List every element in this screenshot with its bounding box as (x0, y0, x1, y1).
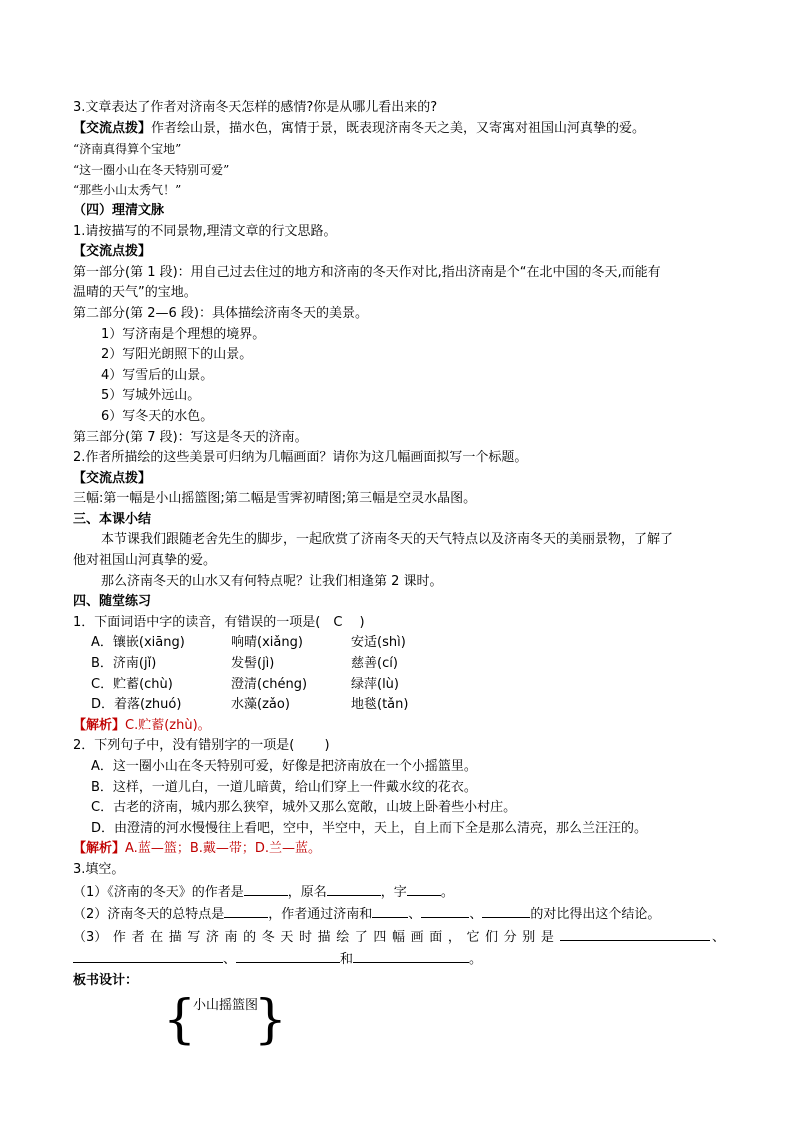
part-3: 第三部分(第 7 段)：写这是冬天的济南。 (73, 429, 308, 445)
text: 。 (440, 884, 454, 900)
fill-3-word: 者 (131, 929, 145, 945)
fill-3-word: 是 (540, 929, 554, 945)
quote-3: “那些小山太秀气！” (73, 183, 182, 198)
option: 绿萍(lù) (351, 676, 399, 692)
option: B．济南(jǐ) (91, 656, 157, 672)
tag: 【解析】 (73, 717, 126, 733)
option: 澄清(chéng) (231, 676, 308, 692)
option: C．贮蓄(chù) (91, 676, 173, 692)
s4q2-tag: 【交流点拨】 (73, 470, 152, 486)
blank-field[interactable] (560, 926, 710, 941)
fill-3-word: 济 (205, 929, 219, 945)
p2-option-b: B．这样，一道儿白，一道儿暗黄，给山们穿上一件戴水纹的花衣。 (91, 779, 477, 795)
fill-4 (73, 948, 725, 971)
fill-3-word: 作 (112, 929, 126, 945)
s4-question-2: 2.作者所描绘的这些美景可归纳为几幅画面？请你为这几幅画面拟写一个标题。 (73, 450, 528, 466)
p1-option-row (73, 633, 725, 654)
summary-line-1b: 他对祖国山河真挚的爱。 (73, 553, 217, 569)
fill-3-word: 了 (354, 929, 368, 945)
text: 、 (408, 907, 422, 923)
s4-question-1: 1.请按描写的不同景物,理清文章的行文思路。 (73, 223, 337, 239)
part-2-item: 4）写雪后的山景。 (101, 367, 214, 383)
blank-field[interactable] (236, 948, 340, 963)
practice-heading: 四、随堂练习 (73, 594, 152, 610)
summary-line-1a: 本节课我们跟随老舍先生的脚步，一起欣赏了济南冬天的天气特点以及济南冬天的美丽景物，了解了 (101, 532, 674, 548)
q3-answer (73, 119, 725, 140)
summary-line-2: 那么济南冬天的山水又有何特点呢？让我们相逢第 2 课时。 (101, 573, 443, 589)
p2-analysis (73, 839, 725, 860)
fill-3-word: 时 (298, 929, 312, 945)
analysis-text: A.蓝—篮；B.戴—带；D.兰—蓝。 (125, 841, 322, 857)
fill-3 (73, 926, 725, 949)
option: 慈善(cí) (351, 656, 398, 672)
fill-3-word: 面 (429, 929, 443, 945)
text: ，字 (380, 884, 407, 900)
blank-field[interactable] (407, 881, 441, 896)
p1-analysis (73, 716, 725, 737)
option: 安适(shì) (351, 635, 406, 651)
fill-3-word: 写 (187, 929, 201, 945)
fill-3-word: 南 (224, 929, 238, 945)
part-1-line-a: 第一部分(第 1 段)：用自己过去住过的地方和济南的冬天作对比,指出济南是个“在北中国的冬天,而能有 (73, 264, 661, 280)
text: （2）济南冬天的总特点是 (73, 907, 225, 923)
answer-text: 作者绘山景，描水色，寓情于景，既表现济南冬天之美，又寄寓对祖国山河真挚的爱。 (151, 120, 646, 136)
left-brace-icon: { (163, 990, 197, 1050)
board-design (163, 990, 287, 1050)
s4q2-answer: 三幅:第一幅是小山摇篮图;第二幅是雪霁初晴图;第三幅是空灵水晶图。 (73, 491, 477, 507)
question-3: 3.文章表达了作者对济南冬天怎样的感情?你是从哪儿看出来的? (73, 100, 438, 115)
blank-field[interactable] (327, 881, 381, 896)
p1-option-row (73, 675, 725, 696)
option: 响晴(xiǎng) (231, 635, 303, 651)
part-2: 第二部分(第 2—6 段)：具体描绘济南冬天的美景。 (73, 305, 368, 321)
quote-1: “济南真得算个宝地” (73, 142, 182, 157)
option: A．镶嵌(xiāng) (91, 635, 185, 651)
part-1-line-b: 温晴的天气”的宝地。 (73, 285, 197, 301)
blank-field[interactable] (244, 881, 288, 896)
text: ，原名 (287, 884, 327, 900)
fill-3-word: 分 (503, 929, 517, 945)
justified-text (73, 928, 554, 949)
board-item: 小山摇篮图 (193, 998, 259, 1013)
blank-field[interactable] (353, 948, 469, 963)
fill-3-word: ， (447, 929, 461, 945)
blank-field[interactable] (224, 903, 268, 918)
blank-field[interactable] (372, 903, 408, 918)
part-2-item: 5）写城外远山。 (101, 388, 201, 404)
s4q1-tag: 【交流点拨】 (73, 244, 152, 260)
fill-3-word: 别 (522, 929, 536, 945)
p1-option-row (73, 654, 725, 675)
fill-3-word: 四 (373, 929, 387, 945)
text: 。 (469, 952, 483, 968)
text: 、 (469, 907, 483, 923)
fill-3-word: 天 (280, 929, 294, 945)
board-design-heading: 板书设计： (73, 972, 139, 988)
tag: 【解析】 (73, 841, 126, 857)
option: 地毯(tǎn) (351, 697, 409, 713)
fill-3-word: 描 (317, 929, 331, 945)
option: 水藻(zǎo) (231, 697, 290, 713)
fill-3-word: 在 (150, 929, 164, 945)
fill-3-word: 它 (466, 929, 480, 945)
p2-option-a: A．这一圈小山在冬天特别可爱，好像是把济南放在一个小摇篮里。 (91, 759, 477, 774)
part-2-item: 2）写阳光朗照下的山景。 (101, 347, 253, 363)
text: 的对比得出这个结论。 (530, 907, 661, 923)
fill-3-word: （3） (73, 929, 108, 945)
part-2-item: 1）写济南是个理想的境界。 (101, 326, 266, 342)
p2-option-c: C．古老的济南，城内那么狭窄，城外又那么宽敞，山坡上卧着些小村庄。 (91, 800, 517, 816)
analysis-text: C.贮蓄(zhù)。 (125, 717, 211, 733)
fill-3-word: 幅 (392, 929, 406, 945)
quote-2: “这一圈小山在冬天特别可爱” (73, 162, 230, 177)
text: ，作者通过济南和 (268, 907, 373, 923)
tag: 【交流点拨】 (73, 120, 152, 136)
fill-2 (73, 903, 725, 926)
blank-field[interactable] (421, 903, 469, 918)
part-2-item: 6）写冬天的水色。 (101, 408, 214, 424)
fill-3-word: 的 (243, 929, 257, 945)
text: 、 (223, 952, 237, 968)
fill-3-word: 冬 (261, 929, 275, 945)
p1-option-row (73, 695, 725, 716)
text: （1）《济南的冬天》的作者是 (73, 884, 244, 900)
fill-3-word: 描 (168, 929, 182, 945)
section-4-heading: （四）理清文脉 (73, 202, 165, 218)
option: 发髻(jì) (231, 656, 275, 672)
fill-3-word: 绘 (336, 929, 350, 945)
summary-heading: 三、本课小结 (73, 511, 152, 527)
fill-3-word: 们 (485, 929, 499, 945)
fill-1 (73, 881, 725, 904)
fill-3-word: 画 (410, 929, 424, 945)
text: 、 (711, 929, 725, 945)
text: 和 (340, 952, 354, 968)
right-brace-icon: } (253, 990, 287, 1050)
p2-option-d: D．由澄清的河水慢慢往上看吧，空中，半空中，天上，自上而下全是那么清亮，那么兰汪汪的。 (91, 820, 648, 836)
document-page (73, 98, 725, 992)
blank-field[interactable] (73, 948, 223, 963)
option: D．着落(zhuó) (91, 697, 182, 713)
practice-3: 3.填空。 (73, 861, 125, 877)
practice-2: 2．下列句子中，没有错别字的一项是( ) (73, 738, 330, 754)
blank-field[interactable] (482, 903, 530, 918)
practice-1: 1．下面词语中字的读音，有错误的一项是( C ) (73, 614, 365, 630)
